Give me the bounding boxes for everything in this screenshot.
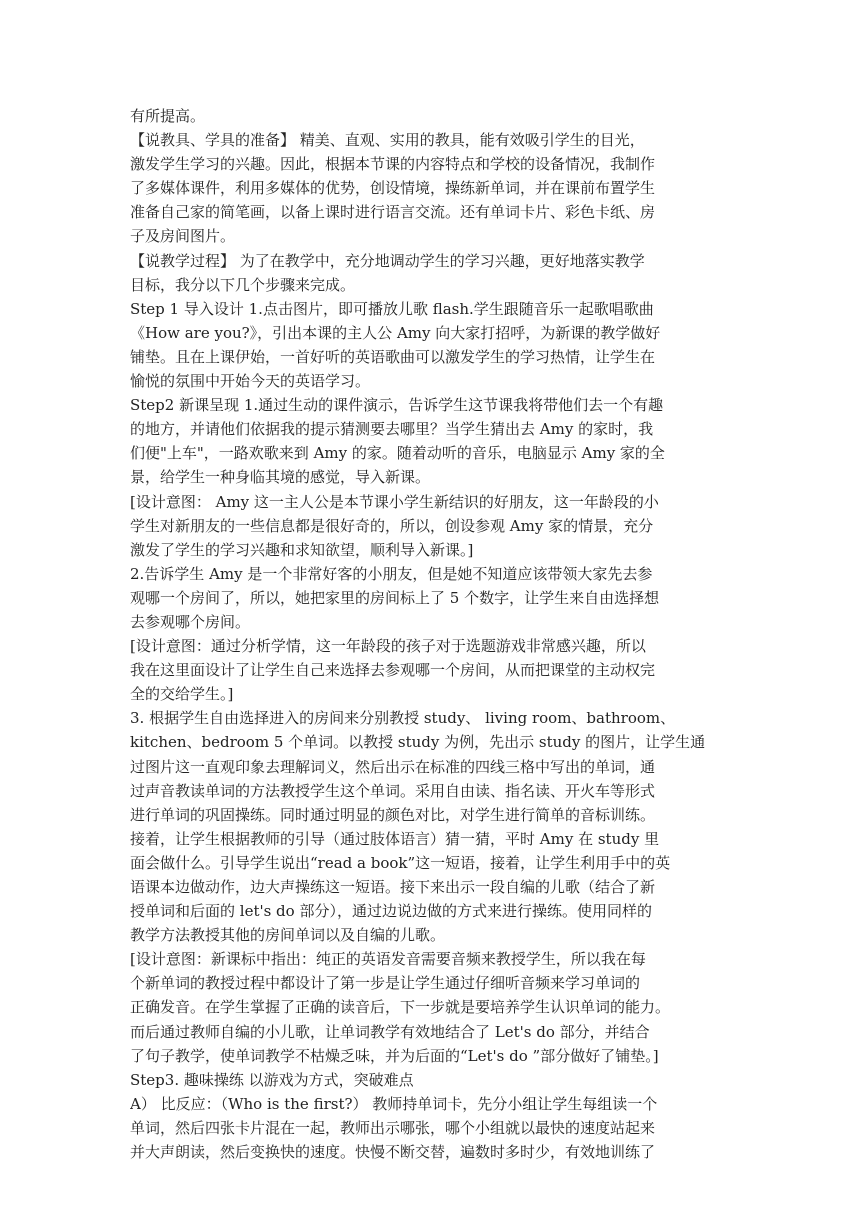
text-line: 而后通过教师自编的小儿歌，让单词教学有效地结合了 Let's do 部分，并结合 xyxy=(130,1022,650,1041)
text-line: 教学方法教授其他的房间单词以及自编的儿歌。 xyxy=(130,926,446,945)
text-line: 愉悦的氛围中开始今天的英语学习。 xyxy=(130,372,371,391)
text-line: Step 1 导入设计 1.点击图片，即可播放儿歌 flash.学生跟随音乐一起歌唱歌曲 xyxy=(130,299,654,318)
text-line: 目标，我分以下几个步骤来完成。 xyxy=(130,275,356,294)
text-line: 激发学生学习的兴趣。因此，根据本节课的内容特点和学校的设备情况，我制作 xyxy=(130,155,656,174)
text-line: 的地方，并请他们依据我的提示猜测要去哪里？当学生猜出去 Amy 的家时，我 xyxy=(130,420,654,439)
text-line: 们便"上车"，一路欢歌来到 Amy 的家。随着动听的音乐，电脑显示 Amy 家的全 xyxy=(130,444,665,463)
text-line: 语课本边做动作，边大声操练这一短语。接下来出示一段自编的儿歌（结合了新 xyxy=(130,878,656,896)
text-line: 单词，然后四张卡片混在一起，教师出示哪张，哪个小组就以最快的速度站起来 xyxy=(130,1118,656,1137)
text-line: 进行单词的巩固操练。同时通过明显的颜色对比，对学生进行简单的音标训练。 xyxy=(130,805,656,824)
text-line: 个新单词的教授过程中都设计了第一步是让学生通过仔细听音频来学习单词的 xyxy=(130,974,641,993)
text-line: 激发了学生的学习兴趣和求知欲望，顺利导入新课。] xyxy=(130,540,474,559)
text-line: [设计意图：通过分析学情，这一年龄段的孩子对于选题游戏非常感兴趣，所以 xyxy=(130,637,646,656)
document-body xyxy=(130,104,730,1164)
text-line: 全的交给学生。] xyxy=(130,685,234,704)
text-line: Step3. 趣味操练 以游戏为方式，突破难点 xyxy=(130,1070,414,1089)
text-line: 【说教具、学具的准备】 精美、直观、实用的教具，能有效吸引学生的目光， xyxy=(130,131,645,150)
text-line: 3. 根据学生自由选择进入的房间来分别教授 study、 living room、bathroom、 xyxy=(130,709,676,728)
text-line: 观哪一个房间了，所以，她把家里的房间标上了 5 个数字，让学生来自由选择想 xyxy=(130,588,660,607)
text-line: 准备自己家的简笔画，以备上课时进行语言交流。还有单词卡片、彩色卡纸、房 xyxy=(130,203,656,222)
text-line: 面会做什么。引导学生说出“read a book”这一短语，接着，让学生利用手中的英 xyxy=(130,853,671,872)
text-line: 接着，让学生根据教师的引导（通过肢体语言）猜一猜，平时 Amy 在 study 里 xyxy=(130,829,660,848)
text-line: 【说教学过程】 为了在教学中，充分地调动学生的学习兴趣，更好地落实教学 xyxy=(130,251,645,270)
text-line: 景，给学生一种身临其境的感觉，导入新课。 xyxy=(130,468,431,487)
text-line: 过声音教读单词的方法教授学生这个单词。采用自由读、指名读、开火车等形式 xyxy=(130,781,656,800)
text-line: 正确发音。在学生掌握了正确的读音后，下一步就是要培养学生认识单词的能力。 xyxy=(130,998,671,1017)
text-line: 《How are you?》，引出本课的主人公 Amy 向大家打招呼，为新课的教学做好 xyxy=(130,323,661,342)
text-line: 铺垫。且在上课伊始，一首好听的英语歌曲可以激发学生的学习热情，让学生在 xyxy=(130,347,656,366)
text-line: 授单词和后面的 let's do 部分），通过边说边做的方式来进行操练。使用同样的 xyxy=(130,902,652,921)
text-line: 了句子教学，使单词教学不枯燥乏味，并为后面的“Let's do ”部分做好了铺垫。] xyxy=(130,1046,659,1065)
text-line: 有所提高。 xyxy=(130,107,206,125)
text-line: 了多媒体课件，利用多媒体的优势，创设情境，操练新单词，并在课前布置学生 xyxy=(130,179,656,198)
text-line: [设计意图：新课标中指出：纯正的英语发音需要音频来教授学生，所以我在每 xyxy=(130,950,646,969)
text-line: A） 比反应：（Who is the first?） 教师持单词卡，先分小组让学生每组读一个 xyxy=(130,1094,658,1113)
text-line: 过图片这一直观印象去理解词义，然后出示在标准的四线三格中写出的单词，通 xyxy=(130,757,656,776)
text-line: 我在这里面设计了让学生自己来选择去参观哪一个房间，从而把课堂的主动权完 xyxy=(130,661,656,680)
text-line: Step2 新课呈现 1.通过生动的课件演示，告诉学生这节课我将带他们去一个有趣 xyxy=(130,396,664,415)
text-line: kitchen、bedroom 5 个单词。以教授 study 为例，先出示 study 的图片，让学生通 xyxy=(130,733,706,752)
text-line: 学生对新朋友的一些信息都是很好奇的，所以，创设参观 Amy 家的情景，充分 xyxy=(130,516,654,535)
text-line: 2.告诉学生 Amy 是一个非常好客的小朋友，但是她不知道应该带领大家先去参 xyxy=(130,564,653,583)
text-line: 子及房间图片。 xyxy=(130,227,236,246)
text-line: [设计意图： Amy 这一主人公是本节课小学生新结识的好朋友，这一年龄段的小 xyxy=(130,492,659,511)
text-line: 去参观哪个房间。 xyxy=(130,612,251,631)
text-line: 并大声朗读，然后变换快的速度。快慢不断交替，遍数时多时少，有效地训练了 xyxy=(130,1143,656,1162)
